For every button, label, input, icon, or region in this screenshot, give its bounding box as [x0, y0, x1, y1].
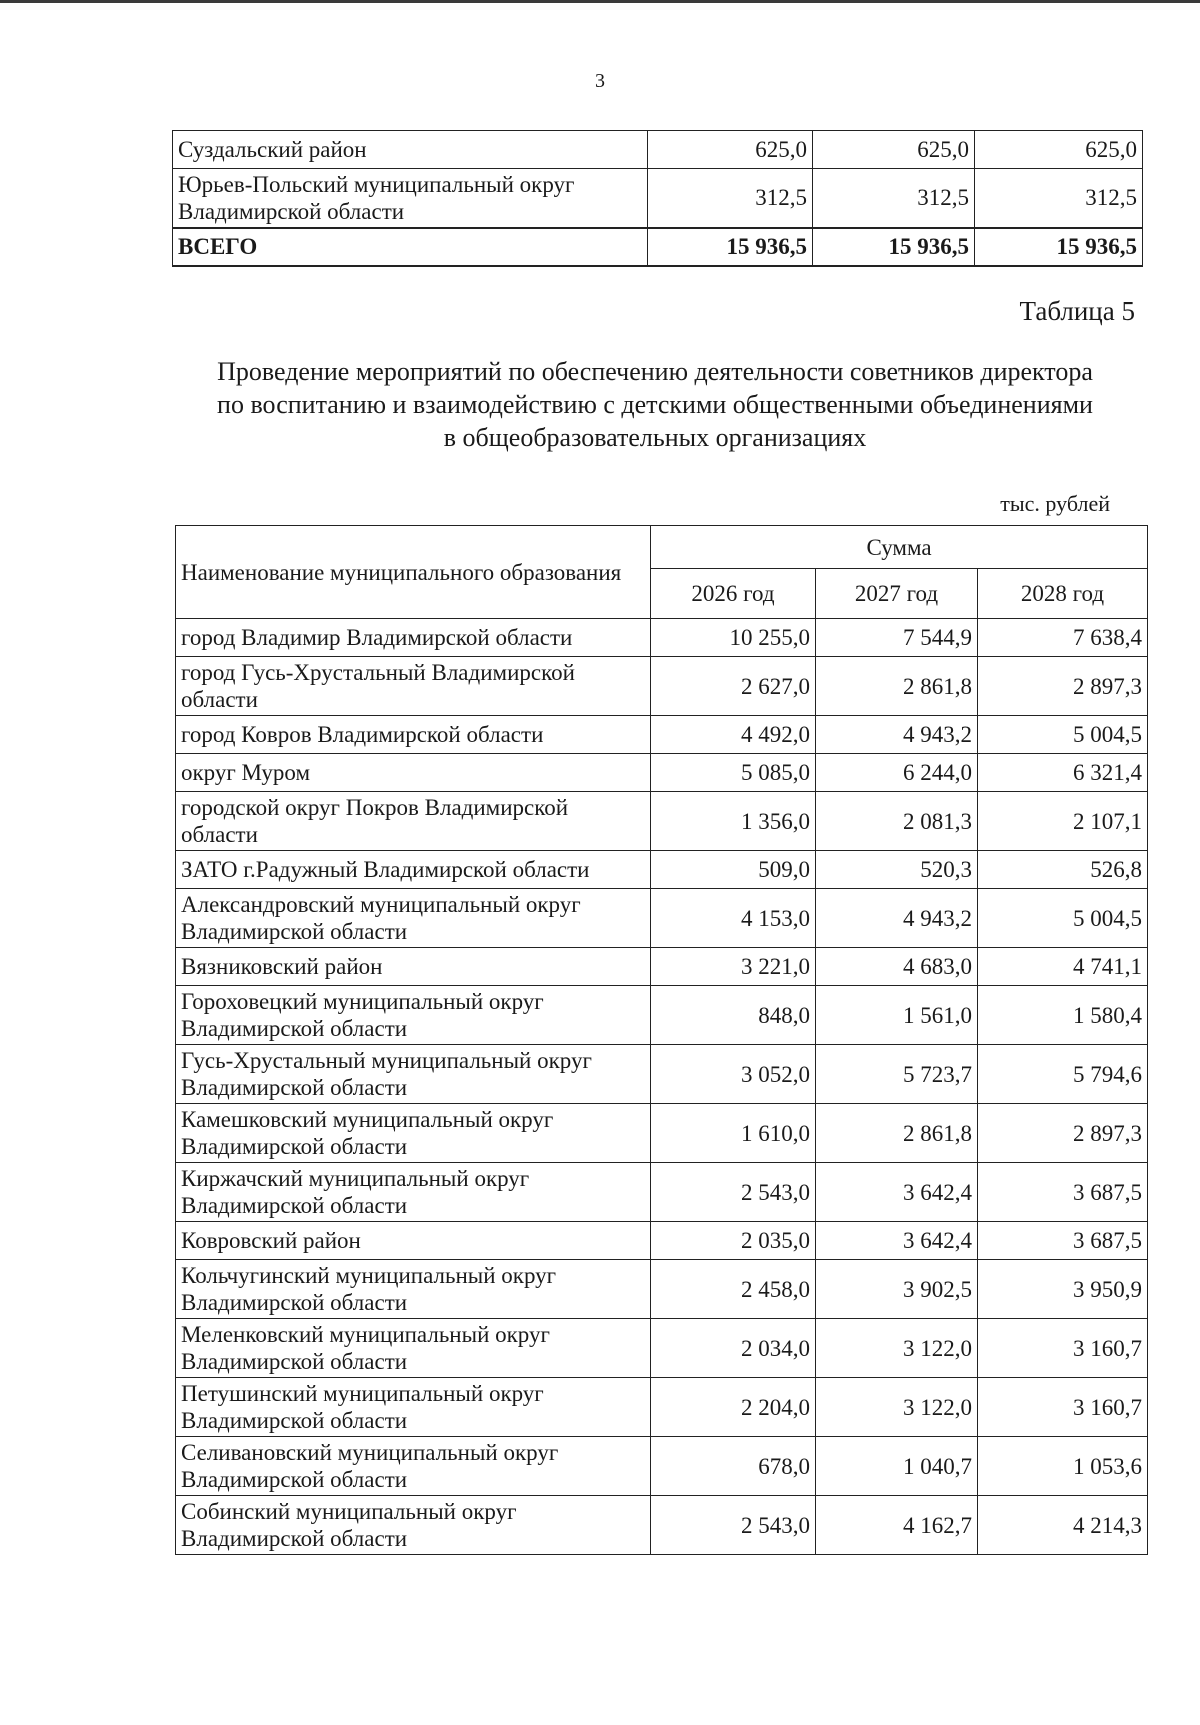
- table-row: [173, 131, 1143, 169]
- value-2028: 3 687,5: [978, 1222, 1148, 1260]
- value-2026: 2 627,0: [651, 657, 816, 716]
- table-row: [176, 851, 1148, 889]
- table-row: [173, 169, 1143, 228]
- value-2028: 7 638,4: [978, 619, 1148, 657]
- row-name: Юрьев-Польский муниципальный округ Владимирской области: [173, 169, 648, 228]
- continued-table: [172, 130, 1143, 267]
- table-row: [176, 1163, 1148, 1222]
- value-2027: 2 861,8: [816, 657, 978, 716]
- municipality-name: Вязниковский район: [176, 948, 651, 986]
- value-2028: 312,5: [975, 169, 1143, 228]
- municipality-name: Александровский муниципальный округ Владимирской области: [176, 889, 651, 948]
- value-2027: 3 122,0: [816, 1319, 978, 1378]
- value-2026: 4 153,0: [651, 889, 816, 948]
- table-row: [176, 792, 1148, 851]
- value-2027: 3 122,0: [816, 1378, 978, 1437]
- value-2028: 2 107,1: [978, 792, 1148, 851]
- table-row: [176, 1378, 1148, 1437]
- value-2027: 1 561,0: [816, 986, 978, 1045]
- municipality-name: Меленковский муниципальный округ Владимирской области: [176, 1319, 651, 1378]
- value-2028: 5 794,6: [978, 1045, 1148, 1104]
- municipality-name: округ Муром: [176, 754, 651, 792]
- value-2026: 509,0: [651, 851, 816, 889]
- value-2026: 4 492,0: [651, 716, 816, 754]
- table-row: [176, 889, 1148, 948]
- table-title-line: в общеобразовательных организациях: [443, 423, 867, 452]
- value-2026: 10 255,0: [651, 619, 816, 657]
- table-row: [176, 986, 1148, 1045]
- value-2028: 5 004,5: [978, 716, 1148, 754]
- municipality-name: Петушинский муниципальный округ Владимирской области: [176, 1378, 651, 1437]
- table-row: [176, 1437, 1148, 1496]
- table-title-line: по воспитанию и взаимодействию с детскими общественными объединениями: [217, 390, 1093, 419]
- table-title: [170, 355, 1140, 454]
- total-label: ВСЕГО: [173, 228, 648, 266]
- column-header-2027: 2027 год: [816, 569, 978, 619]
- value-2026: 1 610,0: [651, 1104, 816, 1163]
- value-2026: 2 035,0: [651, 1222, 816, 1260]
- value-2027: 4 943,2: [816, 889, 978, 948]
- value-2028: 625,0: [975, 131, 1143, 169]
- value-2026: 2 543,0: [651, 1496, 816, 1555]
- column-header-2028: 2028 год: [978, 569, 1148, 619]
- units-label: тыс. рублей: [1000, 491, 1110, 516]
- value-2027: 625,0: [813, 131, 975, 169]
- value-2026: 312,5: [648, 169, 813, 228]
- municipality-name: город Владимир Владимирской области: [176, 619, 651, 657]
- row-name: Суздальский район: [173, 131, 648, 169]
- table-row: [176, 619, 1148, 657]
- value-2026: 2 034,0: [651, 1319, 816, 1378]
- municipality-name: Ковровский район: [176, 1222, 651, 1260]
- municipality-name: городской округ Покров Владимирской области: [176, 792, 651, 851]
- total-2026: 15 936,5: [648, 228, 813, 266]
- page-top-edge: [0, 0, 1200, 3]
- value-2026: 2 458,0: [651, 1260, 816, 1319]
- table-row: [176, 1260, 1148, 1319]
- table-row: [176, 1222, 1148, 1260]
- value-2026: 3 052,0: [651, 1045, 816, 1104]
- value-2026: 5 085,0: [651, 754, 816, 792]
- municipality-name: Собинский муниципальный округ Владимирской области: [176, 1496, 651, 1555]
- value-2026: 3 221,0: [651, 948, 816, 986]
- value-2026: 625,0: [648, 131, 813, 169]
- value-2028: 3 950,9: [978, 1260, 1148, 1319]
- value-2027: 4 683,0: [816, 948, 978, 986]
- municipality-name: ЗАТО г.Радужный Владимирской области: [176, 851, 651, 889]
- value-2027: 6 244,0: [816, 754, 978, 792]
- value-2028: 5 004,5: [978, 889, 1148, 948]
- column-header-name: Наименование муниципального образования: [176, 526, 651, 619]
- value-2028: 2 897,3: [978, 1104, 1148, 1163]
- value-2028: 4 741,1: [978, 948, 1148, 986]
- table-row: [176, 716, 1148, 754]
- value-2028: 526,8: [978, 851, 1148, 889]
- municipality-name: Киржачский муниципальный округ Владимирской области: [176, 1163, 651, 1222]
- value-2027: 2 861,8: [816, 1104, 978, 1163]
- value-2027: 2 081,3: [816, 792, 978, 851]
- value-2028: 1 580,4: [978, 986, 1148, 1045]
- value-2028: 3 687,5: [978, 1163, 1148, 1222]
- table-row: [176, 1045, 1148, 1104]
- total-2028: 15 936,5: [975, 228, 1143, 266]
- table-row: [176, 1104, 1148, 1163]
- municipality-name: Кольчугинский муниципальный округ Владимирской области: [176, 1260, 651, 1319]
- table-row: [176, 1319, 1148, 1378]
- value-2026: 678,0: [651, 1437, 816, 1496]
- table-title-line: Проведение мероприятий по обеспечению деятельности советников директора: [217, 357, 1093, 386]
- municipality-name: город Гусь-Хрустальный Владимирской области: [176, 657, 651, 716]
- value-2028: 3 160,7: [978, 1378, 1148, 1437]
- value-2026: 2 204,0: [651, 1378, 816, 1437]
- table-body: [176, 619, 1148, 1555]
- total-2027: 15 936,5: [813, 228, 975, 266]
- value-2028: 1 053,6: [978, 1437, 1148, 1496]
- column-header-sum: Сумма: [651, 526, 1148, 569]
- value-2027: 520,3: [816, 851, 978, 889]
- table-row: [176, 754, 1148, 792]
- value-2027: 4 943,2: [816, 716, 978, 754]
- value-2027: 312,5: [813, 169, 975, 228]
- page-number: 3: [595, 70, 605, 92]
- value-2027: 4 162,7: [816, 1496, 978, 1555]
- funding-table: [175, 525, 1148, 1555]
- municipality-name: Камешковский муниципальный округ Владимирской области: [176, 1104, 651, 1163]
- value-2027: 3 902,5: [816, 1260, 978, 1319]
- municipality-name: город Ковров Владимирской области: [176, 716, 651, 754]
- table-label: Таблица 5: [1019, 296, 1135, 326]
- value-2028: 4 214,3: [978, 1496, 1148, 1555]
- value-2026: 2 543,0: [651, 1163, 816, 1222]
- header-row: [176, 526, 1148, 569]
- value-2027: 5 723,7: [816, 1045, 978, 1104]
- municipality-name: Гусь-Хрустальный муниципальный округ Владимирской области: [176, 1045, 651, 1104]
- value-2028: 2 897,3: [978, 657, 1148, 716]
- table-row: [176, 657, 1148, 716]
- municipality-name: Гороховецкий муниципальный округ Владимирской области: [176, 986, 651, 1045]
- total-row: [173, 228, 1143, 266]
- value-2027: 3 642,4: [816, 1222, 978, 1260]
- table-row: [176, 948, 1148, 986]
- table-row: [176, 1496, 1148, 1555]
- value-2028: 3 160,7: [978, 1319, 1148, 1378]
- value-2028: 6 321,4: [978, 754, 1148, 792]
- value-2027: 3 642,4: [816, 1163, 978, 1222]
- value-2027: 1 040,7: [816, 1437, 978, 1496]
- value-2027: 7 544,9: [816, 619, 978, 657]
- municipality-name: Селивановский муниципальный округ Владимирской области: [176, 1437, 651, 1496]
- column-header-2026: 2026 год: [651, 569, 816, 619]
- value-2026: 1 356,0: [651, 792, 816, 851]
- value-2026: 848,0: [651, 986, 816, 1045]
